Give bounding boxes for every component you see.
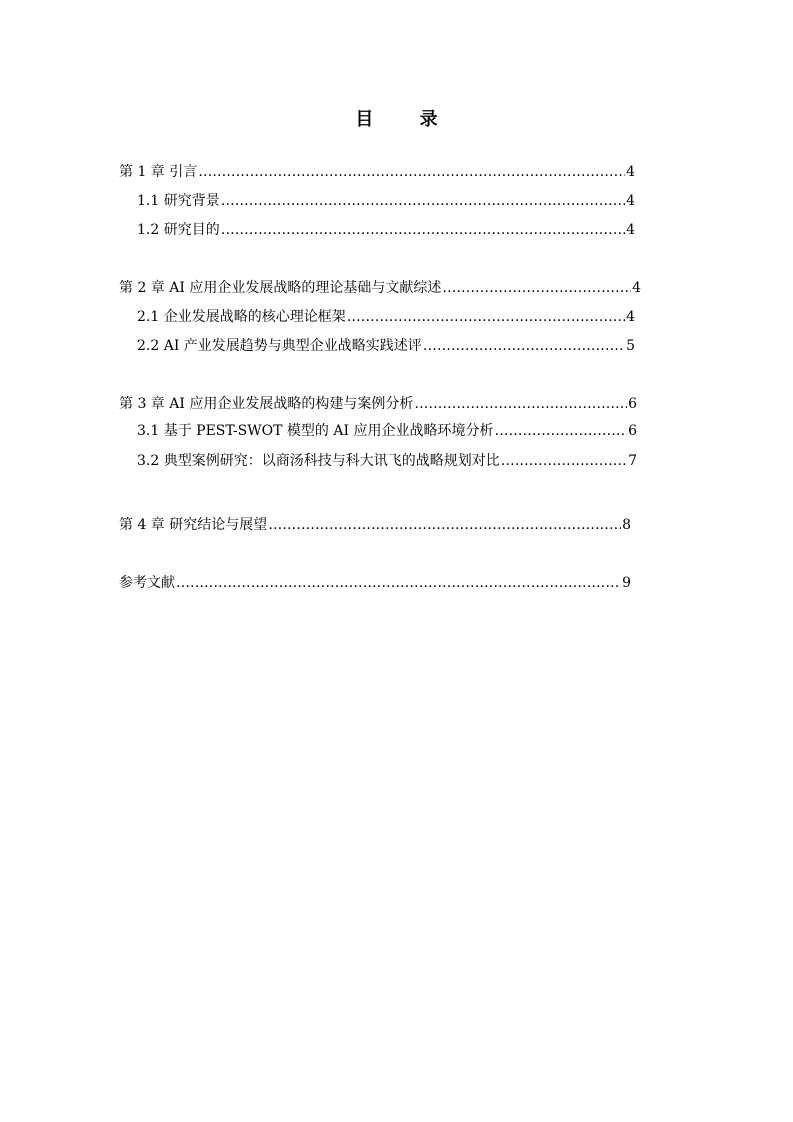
- dot-leader: [221, 221, 625, 239]
- toc-entry-chapter-2[interactable]: [119, 279, 641, 297]
- toc-entry-text: 2.1 企业发展战略的核心理论框架: [137, 309, 346, 325]
- toc-entry-section-1-2[interactable]: [137, 221, 635, 239]
- toc-entry-section-1-1[interactable]: [137, 192, 635, 210]
- toc-entry-text: 第 2 章 AI 应用企业发展战略的理论基础与文献综述: [119, 280, 442, 296]
- toc-page-number: 4: [626, 164, 635, 180]
- toc-entry-section-3-1[interactable]: [137, 422, 637, 440]
- dot-leader: [347, 308, 625, 326]
- toc-entry-chapter-3[interactable]: [119, 395, 637, 413]
- toc-entry-text: 2.2 AI 产业发展趋势与典型企业战略实践述评: [137, 338, 422, 354]
- toc-page-number: 9: [622, 575, 631, 591]
- toc-page-number: 7: [628, 453, 637, 469]
- toc-entry-text: 第 3 章 AI 应用企业发展战略的构建与案例分析: [119, 396, 414, 412]
- toc-page-number: 6: [628, 423, 637, 439]
- toc-page-number: 8: [622, 517, 631, 533]
- toc-entry-section-2-2[interactable]: [137, 337, 635, 355]
- toc-page-number: 4: [626, 309, 635, 325]
- toc-page-number: 6: [628, 396, 637, 412]
- dot-leader: [268, 516, 621, 534]
- dot-leader: [414, 395, 627, 413]
- dot-leader: [423, 337, 625, 355]
- dot-leader: [176, 574, 621, 592]
- toc-entry-chapter-1[interactable]: [119, 163, 635, 181]
- toc-entry-section-3-2[interactable]: [137, 452, 637, 470]
- toc-page-number: 4: [632, 280, 641, 296]
- toc-entry-text: 第 4 章 研究结论与展望: [119, 517, 268, 533]
- toc-page-number: 4: [626, 222, 635, 238]
- dot-leader: [442, 279, 631, 297]
- toc-entry-text: 1.1 研究背景: [137, 193, 220, 209]
- toc-entry-text: 3.1 基于 PEST-SWOT 模型的 AI 应用企业战略环境分析: [137, 423, 494, 439]
- toc-entry-section-2-1[interactable]: [137, 308, 635, 326]
- toc-entry-text: 1.2 研究目的: [137, 222, 220, 238]
- dot-leader: [501, 452, 627, 470]
- toc-page-number: 4: [626, 193, 635, 209]
- toc-title: 目 录: [355, 109, 458, 130]
- dot-leader: [494, 422, 627, 440]
- toc-entry-references[interactable]: [119, 574, 631, 592]
- toc-entry-chapter-4[interactable]: [119, 516, 631, 534]
- toc-page-number: 5: [626, 338, 635, 354]
- dot-leader: [221, 192, 625, 210]
- dot-leader: [198, 163, 625, 181]
- toc-entry-text: 参考文献: [119, 575, 175, 591]
- toc-entry-text: 第 1 章 引言: [119, 164, 198, 180]
- toc-entry-text: 3.2 典型案例研究：以商汤科技与科大讯飞的战略规划对比: [137, 453, 500, 469]
